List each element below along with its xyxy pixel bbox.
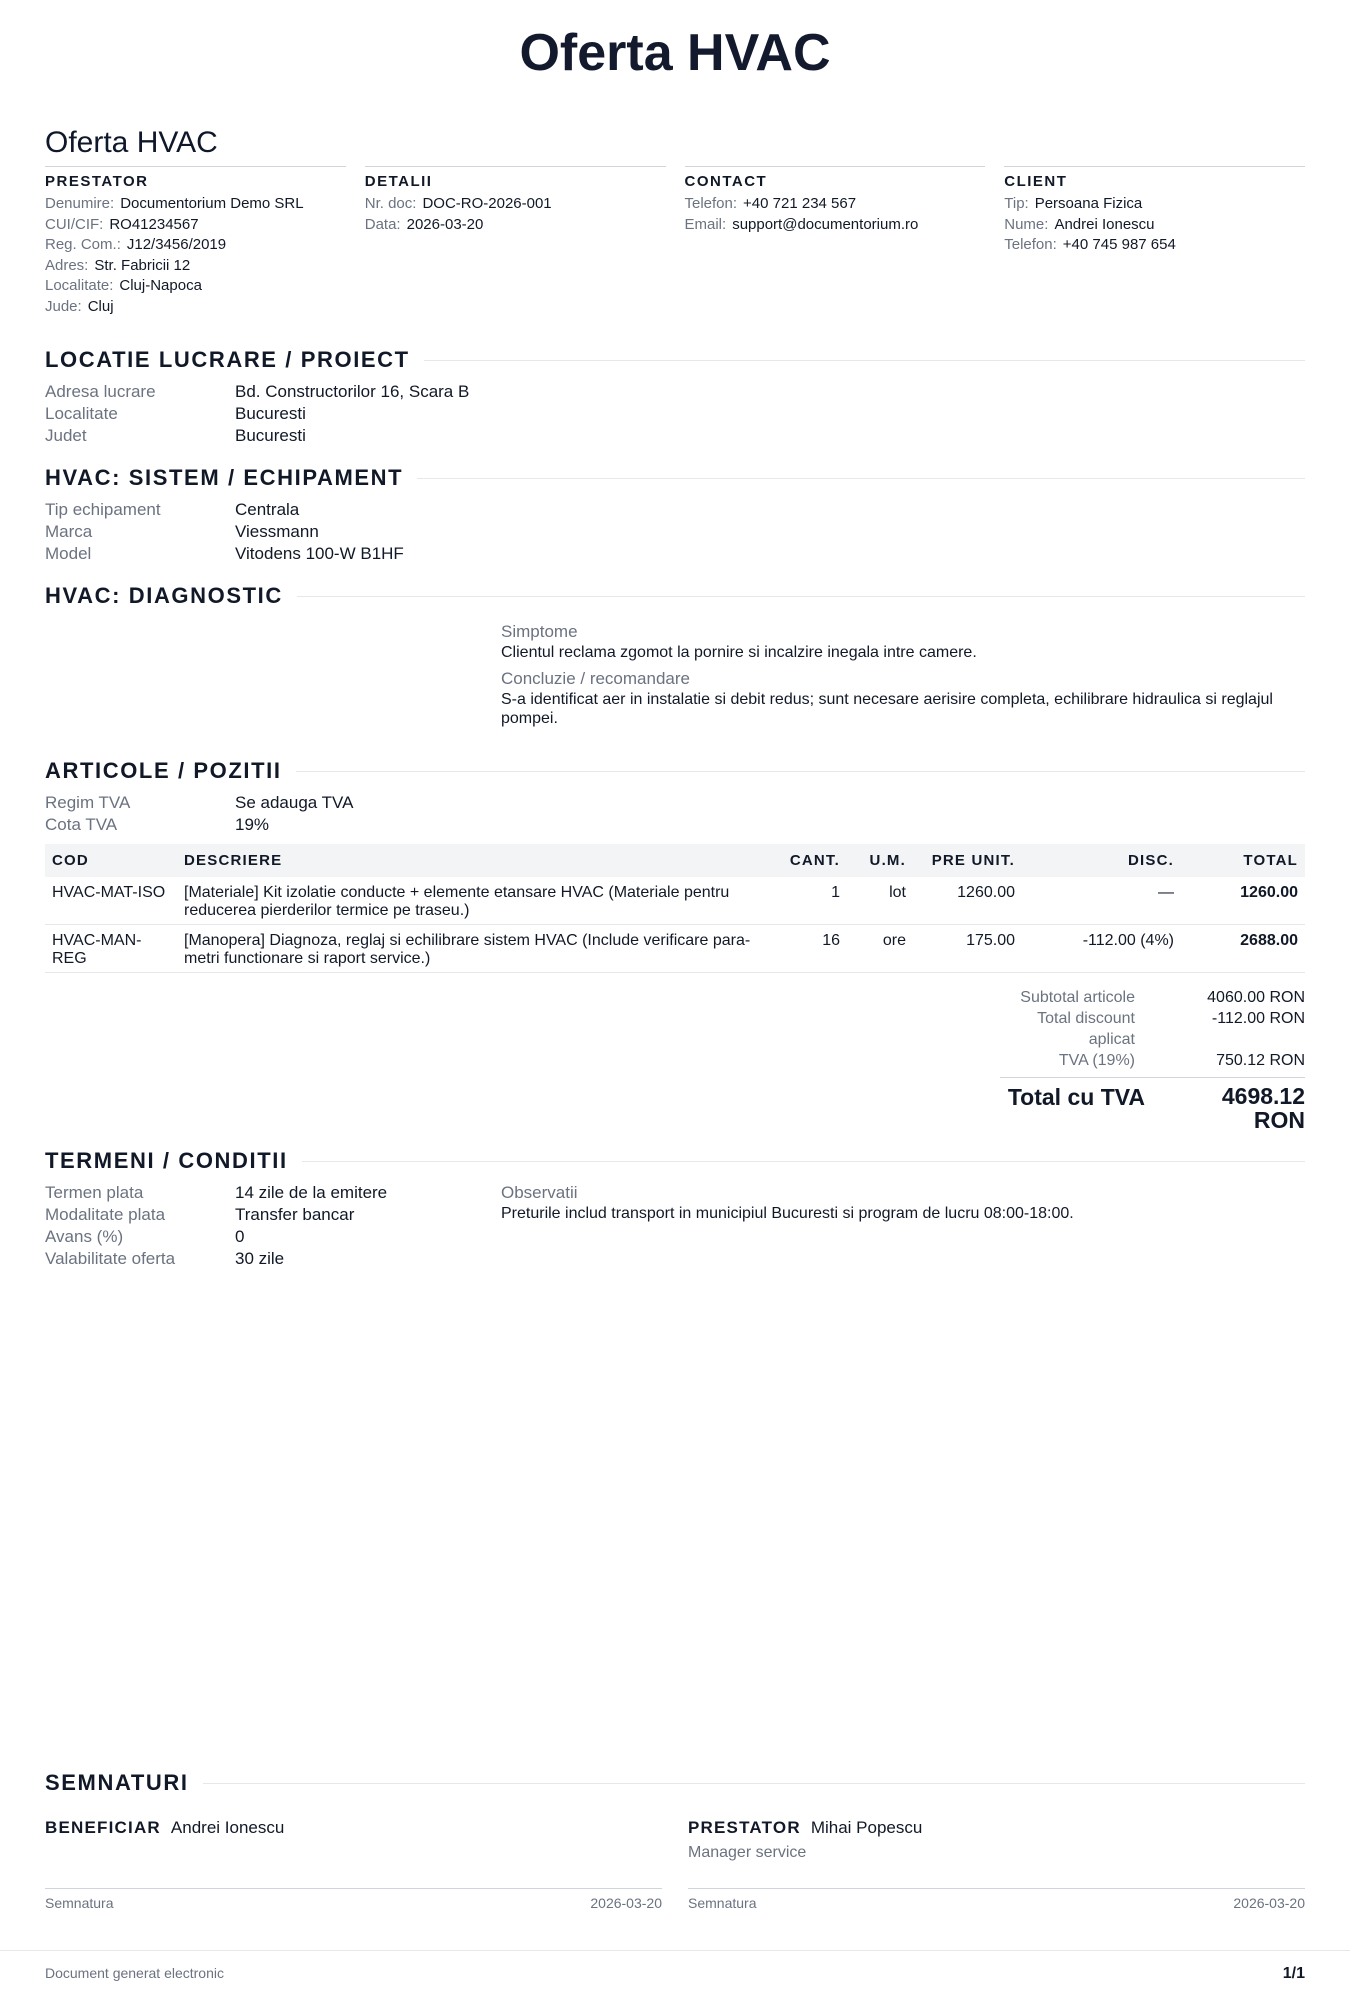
divider (424, 360, 1305, 361)
footer-note: Document generat electronic (45, 1965, 224, 1981)
party-row (45, 235, 346, 256)
cell-cant: 16 (773, 925, 847, 973)
party-heading: DETALII (364, 173, 433, 190)
divider (296, 771, 1305, 772)
signature-name: Mihai Popescu (810, 1818, 923, 1837)
cell-disc: — (1022, 877, 1181, 925)
field-label: Telefon: (684, 195, 738, 212)
field-value: DOC-RO-2026-001 (422, 195, 552, 212)
terms-body (45, 1182, 1305, 1270)
signature-role: PRESTATOR (688, 1818, 801, 1837)
cell-descriere: [Materiale] Kit izolatie conducte + elemente etansare HVAC (Materiale pentru reducerea pierderilor termice pe traseu.) (177, 877, 773, 925)
signature-date: 2026-03-20 (590, 1895, 662, 1911)
divider (297, 596, 1305, 597)
terms-fields (45, 1182, 501, 1270)
field-value: 19% (235, 815, 270, 834)
cell-um: ore (847, 925, 913, 973)
field-value: Andrei Ionescu (1054, 215, 1155, 233)
field-value: Bd. Constructorilor 16, Scara B (235, 382, 470, 401)
field-label: Localitate: (45, 277, 114, 294)
column-header: DISC. (1022, 844, 1181, 877)
discount-row (1000, 1008, 1305, 1050)
signature-date: 2026-03-20 (1233, 1895, 1305, 1911)
party-row (45, 256, 346, 277)
section-heading (45, 1770, 1305, 1796)
party-heading: CLIENT (1004, 173, 1068, 190)
field-value: Bucuresti (235, 404, 306, 423)
field-label: Adresa lucrare (45, 382, 156, 401)
field-value: 14 zile de la emitere (235, 1183, 388, 1202)
party-row (1004, 235, 1305, 256)
main-title: Oferta HVAC (519, 24, 831, 82)
field-label: Nume: (1004, 215, 1049, 233)
signature-role: BENEFICIAR (45, 1818, 161, 1837)
divider (417, 478, 1305, 479)
page-number: 1/1 (1282, 1965, 1305, 1982)
party-row (45, 215, 346, 236)
section-sistem (45, 465, 1305, 565)
field-label: Avans (%) (45, 1227, 124, 1246)
party-row (1004, 215, 1305, 236)
field-value: +40 745 987 654 (1062, 236, 1176, 253)
section-articole (45, 758, 1305, 1132)
field-label: Cota TVA (45, 815, 118, 834)
tva-label: TVA (19%) (1058, 1052, 1135, 1069)
field-label: Data: (364, 215, 401, 233)
column-header: U.M. (847, 844, 913, 877)
section-locatie (45, 347, 1305, 447)
field-label: Valabilitate oferta (45, 1249, 176, 1268)
cell-um: lot (847, 877, 913, 925)
field-label: Termen plata (45, 1183, 144, 1202)
cell-disc: -112.00 (4%) (1022, 925, 1181, 973)
party-row (365, 215, 666, 236)
party-row (685, 215, 986, 236)
document-page (45, 0, 1305, 1270)
party-row (45, 276, 346, 297)
signature-heading (45, 1818, 662, 1838)
signature-beneficiar (45, 1818, 662, 1911)
divider (302, 1161, 1305, 1162)
field-label: Judet (45, 426, 87, 445)
subtotal-row (1000, 987, 1305, 1008)
cell-cod: HVAC-MAT-ISO (45, 877, 177, 925)
cell-total: 2688.00 (1181, 925, 1305, 973)
discount-label: Total discount aplicat (1037, 1010, 1135, 1048)
tva-row (1000, 1050, 1305, 1071)
document-title: Oferta HVAC (45, 126, 218, 159)
signature-prestator (688, 1818, 1305, 1911)
field-value: Se adauga TVA (235, 793, 354, 812)
field-value: RO41234567 (109, 215, 199, 233)
field-value: 0 (235, 1227, 245, 1246)
field-value: Persoana Fizica (1034, 195, 1143, 212)
section-title: HVAC: DIAGNOSTIC (45, 583, 283, 608)
divider (203, 1783, 1305, 1784)
totals-block (1000, 987, 1305, 1132)
tva-fields (45, 792, 1305, 836)
field-value: Vitodens 100-W B1HF (235, 544, 404, 563)
observatii-label: Observatii (501, 1183, 578, 1202)
field-label: Adres: (45, 256, 89, 274)
grand-total-value: 4698.12 RON (1221, 1083, 1305, 1133)
field-value: Str. Fabricii 12 (94, 256, 191, 274)
section-title: ARTICOLE / POZITII (45, 758, 282, 783)
section-heading (45, 583, 1305, 609)
section-title: LOCATIE LUCRARE / PROIECT (45, 347, 410, 372)
party-row (365, 194, 666, 215)
observatii-text: Preturile includ transport in municipiul Bucuresti si program de lucru 08:00-18:00. (501, 1205, 1074, 1222)
signature-line (688, 1888, 1305, 1911)
field-value: Transfer bancar (235, 1205, 355, 1224)
signature-subtitle: Manager service (688, 1844, 807, 1861)
field-label: Localitate (45, 404, 118, 423)
field-value: +40 721 234 567 (743, 195, 857, 212)
party-contact (685, 166, 986, 317)
table-header-row (45, 844, 1305, 877)
party-row (45, 194, 346, 215)
field-label: Jude: (45, 297, 82, 315)
tva-value: 750.12 RON (1216, 1052, 1305, 1069)
table-row (45, 925, 1305, 973)
field-label: Tip: (1004, 195, 1029, 212)
party-prestator (45, 166, 346, 317)
party-client (1004, 166, 1305, 317)
field-label: CUI/CIF: (45, 215, 104, 233)
signature-name: Andrei Ionescu (170, 1818, 285, 1837)
cell-descriere: [Manopera] Diagnoza, reglaj si echilibrare sistem HVAC (Include verificare para-metri functionare si raport service.) (177, 925, 773, 973)
field-label: Telefon: (1004, 236, 1057, 253)
party-row (45, 297, 346, 318)
field-label: Marca (45, 522, 93, 541)
signature-subtitle (45, 1844, 662, 1864)
field-label: Denumire: (45, 195, 115, 212)
signature-line (45, 1888, 662, 1911)
signature-heading (688, 1818, 1305, 1838)
signature-label: Semnatura (688, 1895, 757, 1911)
column-header: DESCRIERE (177, 844, 773, 877)
items-table (45, 844, 1305, 973)
concluzie-label: Concluzie / recomandare (501, 669, 690, 688)
field-value: support@documentorium.ro (732, 215, 919, 233)
section-termeni (45, 1148, 1305, 1270)
column-header: PRE UNIT. (913, 844, 1022, 877)
field-label: Model (45, 544, 92, 563)
cell-total: 1260.00 (1181, 877, 1305, 925)
field-value: Bucuresti (235, 426, 306, 445)
signature-label: Semnatura (45, 1895, 114, 1911)
field-value: Viessmann (235, 522, 319, 541)
field-label: Reg. Com.: (45, 236, 121, 253)
cell-pret: 1260.00 (913, 877, 1022, 925)
field-label: Modalitate plata (45, 1205, 166, 1224)
cell-pret: 175.00 (913, 925, 1022, 973)
field-value: Cluj-Napoca (119, 277, 202, 294)
diagnostic-body (501, 621, 1305, 728)
section-heading (45, 1148, 1305, 1174)
section-title: TERMENI / CONDITII (45, 1148, 288, 1173)
section-title: SEMNATURI (45, 1770, 189, 1795)
party-row (685, 194, 986, 215)
field-value: Documentorium Demo SRL (120, 195, 304, 212)
section-heading (45, 465, 1305, 491)
grand-total-row (1000, 1077, 1305, 1132)
party-detalii (365, 166, 666, 317)
field-value: 30 zile (235, 1249, 285, 1268)
concluzie-text: S-a identificat aer in instalatie si debit redus; sunt necesare aerisire completa, echilibrare hidraulica si reglajul pompei. (501, 691, 1273, 727)
sistem-fields (45, 499, 1305, 565)
column-header: CANT. (773, 844, 847, 877)
party-heading: CONTACT (684, 173, 768, 190)
field-label: Tip echipament (45, 500, 161, 519)
section-heading (45, 758, 1305, 784)
signature-blocks (45, 1818, 1305, 1911)
subtotal-label: Subtotal articole (1020, 989, 1135, 1006)
field-value: Centrala (235, 500, 300, 519)
page-footer (0, 1950, 1350, 1983)
field-label: Nr. doc: (364, 195, 417, 212)
cell-cant: 1 (773, 877, 847, 925)
column-header: TOTAL (1181, 844, 1305, 877)
table-row (45, 877, 1305, 925)
field-value: Cluj (87, 297, 114, 315)
field-label: Email: (684, 215, 727, 233)
grand-total-label: Total cu TVA (1007, 1084, 1145, 1110)
section-diagnostic (45, 583, 1305, 728)
party-row (1004, 194, 1305, 215)
simptome-text: Clientul reclama zgomot la pornire si incalzire inegala intre camere. (501, 644, 977, 661)
cell-cod: HVAC-MAN-REG (45, 925, 177, 973)
simptome-label: Simptome (501, 622, 578, 641)
section-heading (45, 347, 1305, 373)
party-heading: PRESTATOR (45, 173, 149, 190)
parties-block (45, 166, 1305, 317)
subtotal-value: 4060.00 RON (1207, 989, 1305, 1006)
observatii-block (501, 1182, 1305, 1270)
field-value: J12/3456/2019 (126, 236, 227, 253)
column-header: COD (45, 844, 177, 877)
field-value: 2026-03-20 (406, 215, 484, 233)
discount-value: -112.00 RON (1211, 1010, 1305, 1027)
signatures-section (45, 1770, 1305, 1911)
section-title: HVAC: SISTEM / ECHIPAMENT (45, 465, 404, 490)
field-label: Regim TVA (45, 793, 131, 812)
locatie-fields (45, 381, 1305, 447)
